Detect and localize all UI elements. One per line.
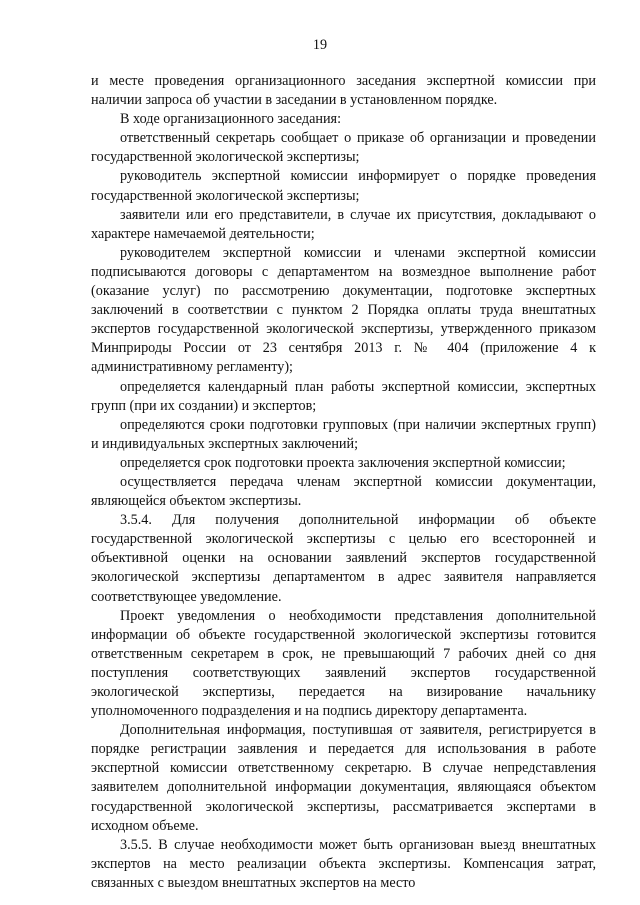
paragraph: осуществляется передача членам экспертной комиссии документации, являющейся объектом экспертизы.: [91, 473, 596, 510]
paragraph: определяется срок подготовки проекта заключения экспертной комиссии;: [120, 454, 566, 471]
paragraph: руководителем экспертной комиссии и членами экспертной комиссии подписываются договоры с департаментом на возмездное выполнение работ (оказание услуг) по рассмотрению документации, подготовке экспертных заключений в соответствии с пунктом 2 Порядка оплаты труда внештатных экспертов государственной экологической экспертизы, утвержденного приказом Минприроды России от 23 сентября 2013 г. № 404 (приложение 4 к административному регламенту);: [91, 244, 596, 376]
paragraph: руководитель экспертной комиссии информирует о порядке проведения государственной экологической экспертизы;: [91, 168, 596, 204]
paragraph-section-3-5-5: 3.5.5. В случае необходимости может быть организован выезд внештатных экспертов на место реализации объекта экспертизы. Компенсация затрат, связанных с выездом внештатных экспертов на место: [91, 836, 596, 891]
paragraph: ответственный секретарь сообщает о приказе об организации и проведении государственной экологической экспертизы;: [91, 130, 596, 166]
paragraph-section-3-5-4: 3.5.4. Для получения дополнительной информации об объекте государственной экологической экспертизы с целью его всесторонней и объективной оценки на основании заявлений экспертов государственной экологической экспертизы департаментом в адрес заявителя направляется соответствующее уведомление.: [91, 512, 596, 605]
page-number: 19: [312, 37, 328, 53]
paragraph: определяется календарный план работы экспертной комиссии, экспертных групп (при их создании) и экспертов;: [91, 378, 596, 414]
paragraph: В ходе организационного заседания:: [120, 111, 342, 128]
paragraph-continuation: и месте проведения организационного заседания экспертной комиссии при наличии запроса об участии в заседании в установленном порядке.: [91, 73, 596, 109]
body-text: [91, 72, 596, 893]
paragraph: определяются сроки подготовки групповых (при наличии экспертных групп) и индивидуальных экспертных заключений;: [91, 416, 596, 452]
paragraph: Проект уведомления о необходимости представления дополнительной информации об объекте государственной экологической экспертизы готовится ответственным секретарем в срок, не превышающий 7 рабочих дней со дня поступления соответствующих заявлений экспертов государственной экологической экспертизы, передается на визирование начальнику уполномоченного подразделения и на подпись директору департамента.: [91, 607, 596, 720]
paragraph: заявители или его представители, в случае их присутствия, докладывают о характере намечаемой деятельности;: [91, 206, 596, 242]
paragraph: Дополнительная информация, поступившая от заявителя, регистрируется в порядке регистрации заявления и передается для использования в работе экспертной комиссии ответственному секретарю. В случае непредставления заявителем дополнительной информации документация, являющаяся объектом государственной экологической экспертизы, рассматривается экспертами в исходном объеме.: [91, 722, 596, 834]
